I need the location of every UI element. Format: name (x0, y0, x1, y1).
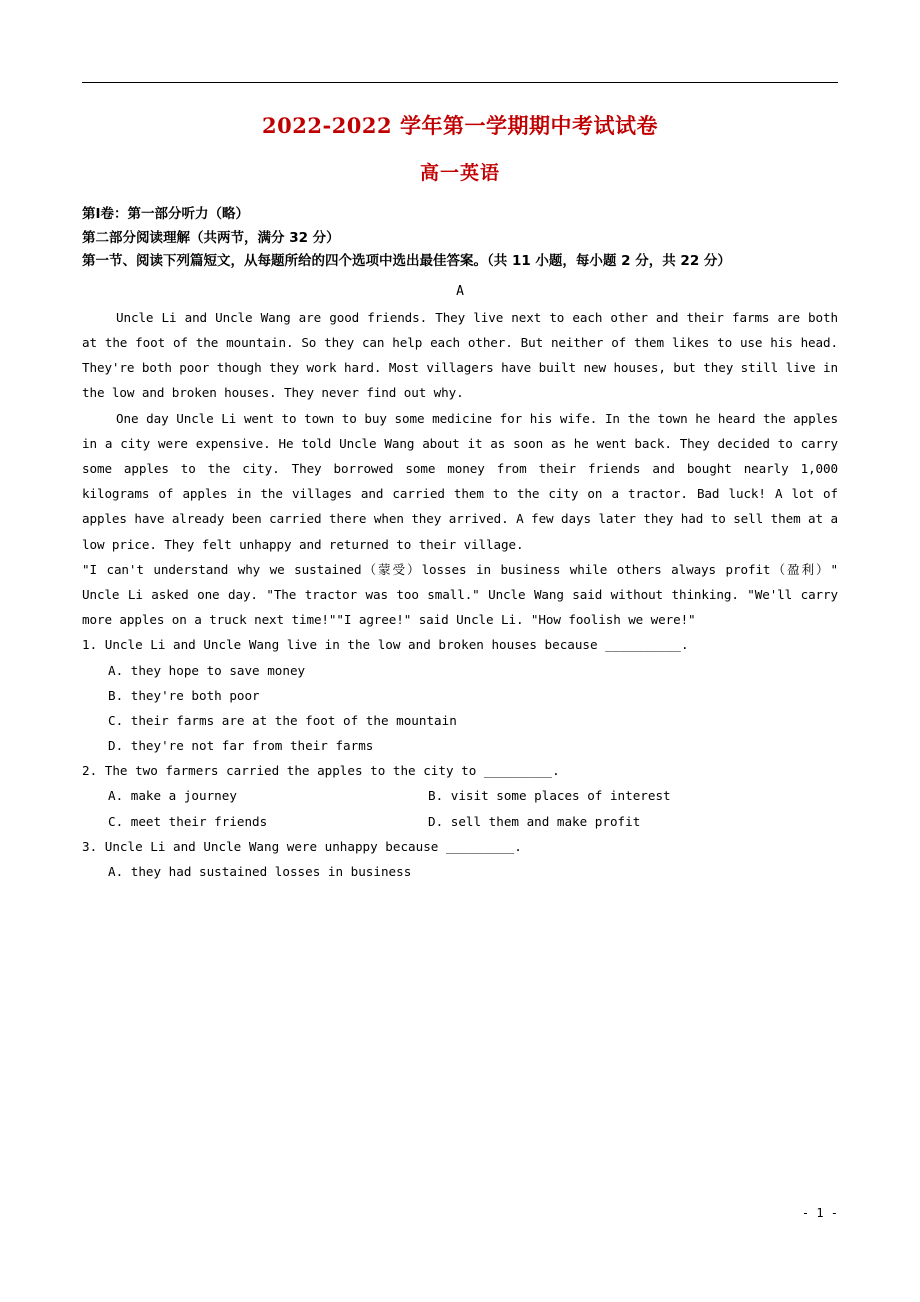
question-2-number: 2. (82, 763, 98, 779)
question-3-number: 3. (82, 838, 98, 854)
section-heading-part-one: 第一节、阅读下列篇短文，从每题所给的四个选项中选出最佳答案。（共 11 小题，每小题 2 分，共 22 分） (82, 253, 731, 270)
question-2-option-d[interactable]: D. sell them and make profit (428, 813, 641, 829)
question-2-option-b[interactable]: B. visit some places of interest (428, 788, 671, 804)
page-subtitle: 高一英语 (419, 162, 500, 184)
page-number: - 1 - (801, 1206, 838, 1220)
section-heading-listening: 第Ⅰ卷：第一部分听力（略） (82, 206, 250, 222)
passage-label-a: A (456, 283, 464, 299)
question-3-option-a[interactable]: A. they had sustained losses in business (108, 864, 412, 879)
passage-paragraph-3: "I can't understand why we sustained（蒙受）losses in business while others always profit（盈利）" Uncle Li asked one day. "The tractor was too small." Uncle Wang said without thinking. "We'll carry more apples on a truck next time!""I agree!" said Uncle Li. "How foolish we were!" (82, 561, 838, 628)
passage-paragraph-1: Uncle Li and Uncle Wang are good friends. They live next to each other and their farms are both at the foot of the mountain. So they can help each other. But neither of them likes to use his head. They're both poor though they work hard. Most villagers have built new houses, but they still live in the low and broken houses. They never find out why. (82, 309, 838, 401)
header-divider (82, 82, 838, 83)
question-1-option-c[interactable]: C. their farms are at the foot of the mountain (108, 712, 457, 728)
section-heading-reading: 第二部分阅读理解（共两节，满分 32 分） (82, 229, 340, 246)
question-2-option-a[interactable]: A. make a journey (108, 788, 237, 804)
passage-paragraph-2: One day Uncle Li went to town to buy some medicine for his wife. In the town he heard the apples in a city were expensive. He told Uncle Wang about it as soon as he went back. They decided to carry some apples to the city. They borrowed some money from their friends and bought nearly 1,000 kilograms of apples in the villages and carried them to the city on a tractor. Bad luck! A lot of apples have already been carried there when they arrived. A few days later they had to sell them at a low price. They felt unhappy and returned to their village. (82, 410, 838, 552)
question-2-text: The two farmers carried the apples to the city to _________. (104, 763, 560, 779)
question-2-option-c[interactable]: C. meet their friends (108, 813, 268, 829)
question-2-stem (82, 758, 838, 783)
question-3-text: Uncle Li and Uncle Wang were unhappy because _________. (104, 838, 522, 854)
question-1-number: 1. (82, 637, 98, 653)
question-1-text: Uncle Li and Uncle Wang live in the low and broken houses because __________. (104, 637, 689, 653)
question-3-stem (82, 834, 838, 859)
question-1-option-b[interactable]: B. they're both poor (108, 687, 260, 703)
question-1-stem (82, 632, 838, 657)
question-1-option-d[interactable]: D. they're not far from their farms (108, 738, 374, 754)
page-title: 2022-2022 学年第一学期期中考试试卷 (262, 113, 658, 138)
document-content (82, 0, 838, 884)
question-2-options-row-1 (82, 783, 838, 808)
question-1-option-a[interactable]: A. they hope to save money (108, 662, 306, 678)
question-2-options-row-2 (82, 809, 838, 834)
